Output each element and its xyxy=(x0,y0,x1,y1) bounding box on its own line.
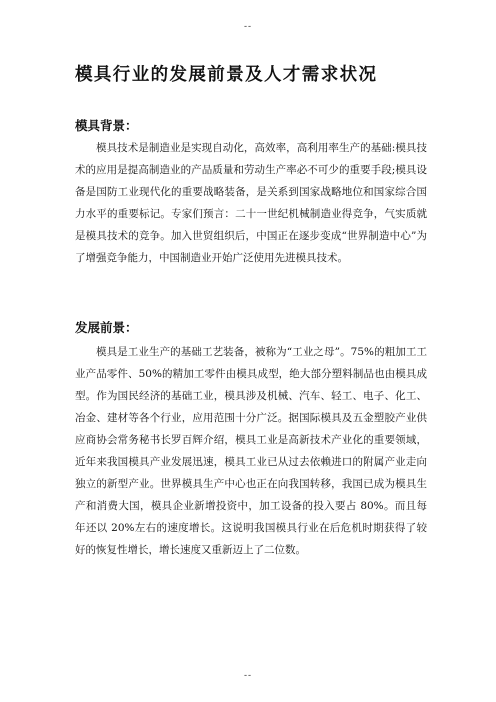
section-heading-development: 发展前景： xyxy=(75,320,138,335)
document-title: 模具行业的发展前景及人才需求状况 xyxy=(75,65,378,85)
section-body-background: 模具技术是制造业是实现自动化，高效率，高利用率生产的基础:模具技术的应用是提高制造业的产品质量和劳动生产率必不可少的重要手段;模具设备是国防工业现代化的重要战略装备，是关系到国家战略地位和国家综合国力水平的重要标记。专家们预言：二十一世纪机械制造业得竞争，气实质就是模具技术的竞争。加入世贸组织后，中国正在逐步变成“世界制造中心”为了增强竞争能力，中国制造业开始广泛使用先进模具技术。 xyxy=(75,142,427,264)
section-heading-background: 模具背景： xyxy=(75,118,138,133)
page-marker-bottom: -- xyxy=(243,671,253,681)
section-body-development: 模具是工业生产的基础工艺装备，被称为“工业之母”。75%的粗加工工业产品零件、50%的精加工零件由模具成型，绝大部分塑料制品也由模具成型。作为国民经济的基础工业，模具涉及机械、汽车、轻工、电子、化工、冶金、建材等各个行业，应用范围十分广泛。据国际模具及五金塑胶产业供应商协会常务秘书长罗百辉介绍，模具工业是高新技术产业化的重要领域，近年来我国模具产业发展迅速，模具工业已从过去依赖进口的附属产业走向独立的新型产业。世界模具生产中心也正在向我国转移，我国已成为模具生产和消费大国，模具企业新增投资中，加工设备的投入要占 80%。而且每年还以 20%左右的速度增长。这说明我国模具行业在后危机时期获得了较好的恢复性增长，增长速度又重新迈上了二位数。 xyxy=(75,346,427,556)
page-marker-top: -- xyxy=(243,22,253,32)
